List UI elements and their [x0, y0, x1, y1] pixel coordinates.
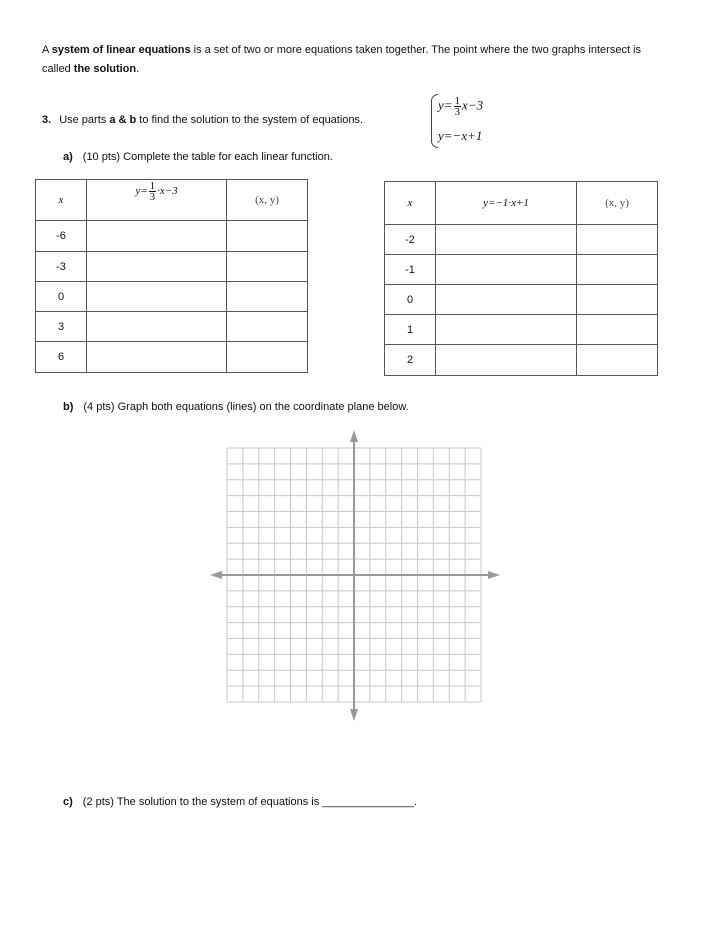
part-a-text: (10 pts) Complete the table for each linear function. [82, 151, 333, 163]
table2-x-cell: 1 [385, 315, 436, 345]
part-b-text: (4 pts) Graph both equations (lines) on the coordinate plane below. [83, 401, 409, 413]
table2-x-cell: -1 [385, 255, 436, 285]
table1-header-xy: (x, y) [227, 180, 308, 221]
table1-xy-cell[interactable] [227, 221, 308, 252]
equation-1: y= $\frac{1}{3}$ x−3 [438, 95, 484, 118]
table2-y-cell[interactable] [436, 345, 577, 376]
table2-xy-cell[interactable] [577, 285, 658, 315]
brace [431, 94, 438, 148]
table1-xy-cell[interactable] [227, 342, 308, 373]
table1-x-cell: -3 [36, 252, 87, 282]
table1-y-cell[interactable] [87, 221, 227, 252]
table1-y-cell[interactable] [87, 252, 227, 282]
question-text: Use parts [59, 114, 110, 126]
part-c-label: c) [63, 796, 73, 808]
table2-xy-cell[interactable] [577, 345, 658, 376]
table1-header-equation: y= $\frac{1}{3}$ ·x−3 [87, 180, 227, 221]
part-b [63, 401, 409, 413]
table1-y-cell[interactable] [87, 282, 227, 312]
table2-y-cell[interactable] [436, 315, 577, 345]
table1-xy-cell[interactable] [227, 312, 308, 342]
table2-header-equation: y=−1·x+1 [436, 182, 577, 225]
y-axis-up-arrow [350, 430, 358, 442]
table2-x-cell: 2 [385, 345, 436, 376]
table-1 [35, 179, 308, 373]
table2-xy-cell[interactable] [577, 255, 658, 285]
intro-text: A [42, 44, 52, 56]
table2-x-cell: -2 [385, 225, 436, 255]
equation-2: y=−x+1 [438, 128, 483, 143]
table1-x-cell: -6 [36, 221, 87, 252]
table1-xy-cell[interactable] [227, 252, 308, 282]
question-parts: a & b [109, 114, 137, 126]
table-2 [384, 181, 658, 376]
table1-x-cell: 0 [36, 282, 87, 312]
question-text-2: to find the solution to the system of equations. [136, 114, 364, 126]
part-a [63, 151, 333, 163]
table2-y-cell[interactable] [436, 255, 577, 285]
intro-text-2: is a set of two or more equations taken together. The point where the two graphs intersect is called [42, 44, 641, 75]
table2-header-xy: (x, y) [577, 182, 658, 225]
intro-solution-term: the solution [73, 62, 137, 75]
question-number: 3. [42, 114, 52, 126]
table2-x-cell: 0 [385, 285, 436, 315]
table2-header-x: x [385, 182, 436, 225]
intro-term: system of linear equations [51, 44, 191, 56]
table1-header-x: x [36, 180, 87, 221]
x-axis-right-arrow [488, 571, 500, 579]
table1-y-cell[interactable] [87, 342, 227, 373]
intro-period: . [136, 62, 140, 75]
table2-xy-cell[interactable] [577, 315, 658, 345]
table2-y-cell[interactable] [436, 225, 577, 255]
table1-x-cell: 6 [36, 342, 87, 373]
part-c [63, 796, 417, 808]
y-axis-down-arrow [350, 709, 358, 721]
table2-xy-cell[interactable] [577, 225, 658, 255]
table1-x-cell: 3 [36, 312, 87, 342]
question-3 [42, 114, 363, 126]
part-c-text: (2 pts) The solution to the system of equations is _______________. [82, 796, 418, 808]
system-of-equations [431, 94, 501, 146]
table1-xy-cell[interactable] [227, 282, 308, 312]
part-a-label: a) [63, 151, 73, 163]
part-b-label: b) [63, 401, 74, 413]
table2-y-cell[interactable] [436, 285, 577, 315]
table1-y-cell[interactable] [87, 312, 227, 342]
x-axis-left-arrow [210, 571, 222, 579]
coordinate-plane[interactable] [210, 430, 502, 722]
intro-paragraph [42, 41, 672, 78]
